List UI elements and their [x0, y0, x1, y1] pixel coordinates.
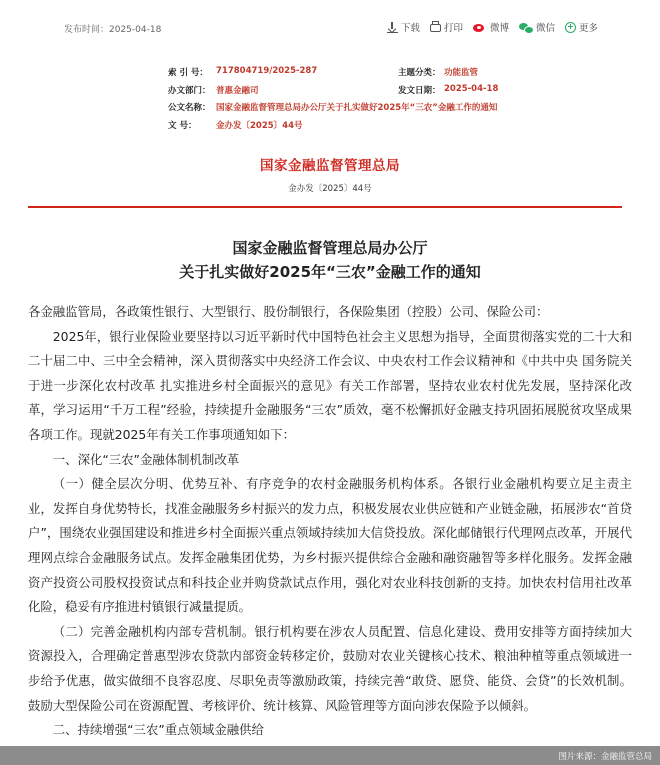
wechat-label: 微信 [535, 23, 555, 34]
meta-row-number [168, 119, 508, 137]
doc-name-label: 公文名称： [168, 103, 211, 113]
download-button[interactable] [387, 20, 420, 34]
print-label: 打印 [443, 23, 463, 34]
category-label: 主题分类： [398, 68, 441, 78]
salutation: 各金融监管局，各政策性银行、大型银行、股份制银行，各保险集团（控股）公司、保险公司： [28, 304, 549, 319]
paragraph-item-2: （二）完善金融机构内部专营机制。银行机构要在涉农人员配置、信息化建设、费用安排等方面持续加大资源投入，合理确定普惠型涉农贷款内部资金转移定价，鼓励对农业关键核心技术、粮油种植等重点领域进一步给予优惠，做实做细不良容忍度、尽职免责等激励政策，持续完善“敢贷、愿贷、能贷、会贷”的长效机制。鼓励大型保险公司在资源配置、考核评价、统计核算、风险管理等方面向涉农保险予以倾斜。 [28, 623, 632, 713]
publish-time: 发布时间：2025-04-18 [64, 25, 162, 35]
meta-row-name [168, 101, 508, 119]
paragraph-intro: 2025年，银行业保险业要坚持以习近平新时代中国特色社会主义思想为指导，全面贯彻落实党的二十大和二十届二中、三中全会精神，深入贯彻落实中央经济工作会议、中央农村工作会议精神和《中共中央 国务院关于进一步深化农村改革 扎实推进乡村全面振兴的意见》有关工作部署，坚持农业农村优先发展，坚持深化改革，学习运用“千万工程”经验，持续提升金融服务“三农”质效，毫不松懈抓好金融支持巩固拓展脱贫攻坚成果各项工作。现就2025年有关工作事项通知如下： [28, 328, 632, 442]
document-title [0, 236, 660, 284]
document-metadata [168, 66, 508, 136]
index-value: 717804719/2025-287 [216, 66, 318, 76]
image-source-bar [0, 746, 660, 765]
share-toolbar [387, 20, 598, 34]
more-share-button[interactable] [565, 20, 598, 34]
section-heading-2: 二、持续增强“三农”重点领域金融供给 [52, 722, 264, 738]
doc-number: 金办发〔2025〕44号 [288, 184, 372, 194]
doc-number-value: 金办发〔2025〕44号 [216, 120, 303, 131]
more-label: 更多 [578, 23, 598, 34]
category-value: 功能监管 [444, 68, 479, 78]
issuer-heading: 国家金融监督管理总局 [260, 158, 400, 174]
weibo-label: 微博 [489, 23, 509, 34]
wechat-icon [519, 22, 533, 33]
weibo-share-button[interactable] [473, 20, 509, 34]
top-bar [0, 0, 660, 52]
index-label: 索 引 号： [168, 68, 208, 78]
print-button[interactable] [430, 20, 463, 34]
more-icon [565, 22, 576, 33]
section-heading-1: 一、深化“三农”金融体制机制改革 [52, 451, 240, 467]
doc-name-value: 国家金融监督管理总局办公厅关于扎实做好2025年“三农”金融工作的通知 [216, 103, 498, 113]
date-value: 2025-04-18 [444, 83, 499, 94]
red-divider [28, 206, 622, 208]
doc-number-label: 文 号： [168, 120, 197, 131]
meta-row-office [168, 84, 508, 102]
download-label: 下载 [400, 23, 420, 34]
download-icon [387, 22, 398, 33]
title-line-1: 国家金融监督管理总局办公厅 [232, 239, 428, 257]
weibo-icon [473, 22, 487, 33]
wechat-share-button[interactable] [519, 20, 555, 34]
paragraph-item-1: （一）健全层次分明、优势互补、有序竞争的农村金融服务机构体系。各银行业金融机构要立足主责主业，发挥自身优势特长，找准金融服务乡村振兴的发力点，积极发展农业供应链和产业链金融，拓展涉农“首贷户”，围绕农业强国建设和推进乡村全面振兴重点领域持续加大信贷投放。深化邮储银行代理网点改革，开展代理网点综合金融服务试点。发挥金融集团优势，为乡村振兴提供综合金融和融资融智等多样化服务。发挥金融资产投资公司股权投资试点和科技企业并购贷款试点作用，强化对农业科技创新的支持。加快农村信用社改革化险，稳妥有序推进村镇银行减量提质。 [28, 476, 632, 615]
document-body [28, 300, 632, 743]
image-source-caption: 图片来源：金融监管总局 [558, 752, 652, 762]
title-line-2: 关于扎实做好2025年“三农”金融工作的通知 [179, 263, 481, 281]
print-icon [430, 24, 441, 32]
office-value: 普惠金融司 [216, 85, 259, 96]
office-label: 办文部门： [168, 85, 211, 96]
date-label: 发文日期： [398, 85, 441, 96]
meta-row-index [168, 66, 508, 84]
